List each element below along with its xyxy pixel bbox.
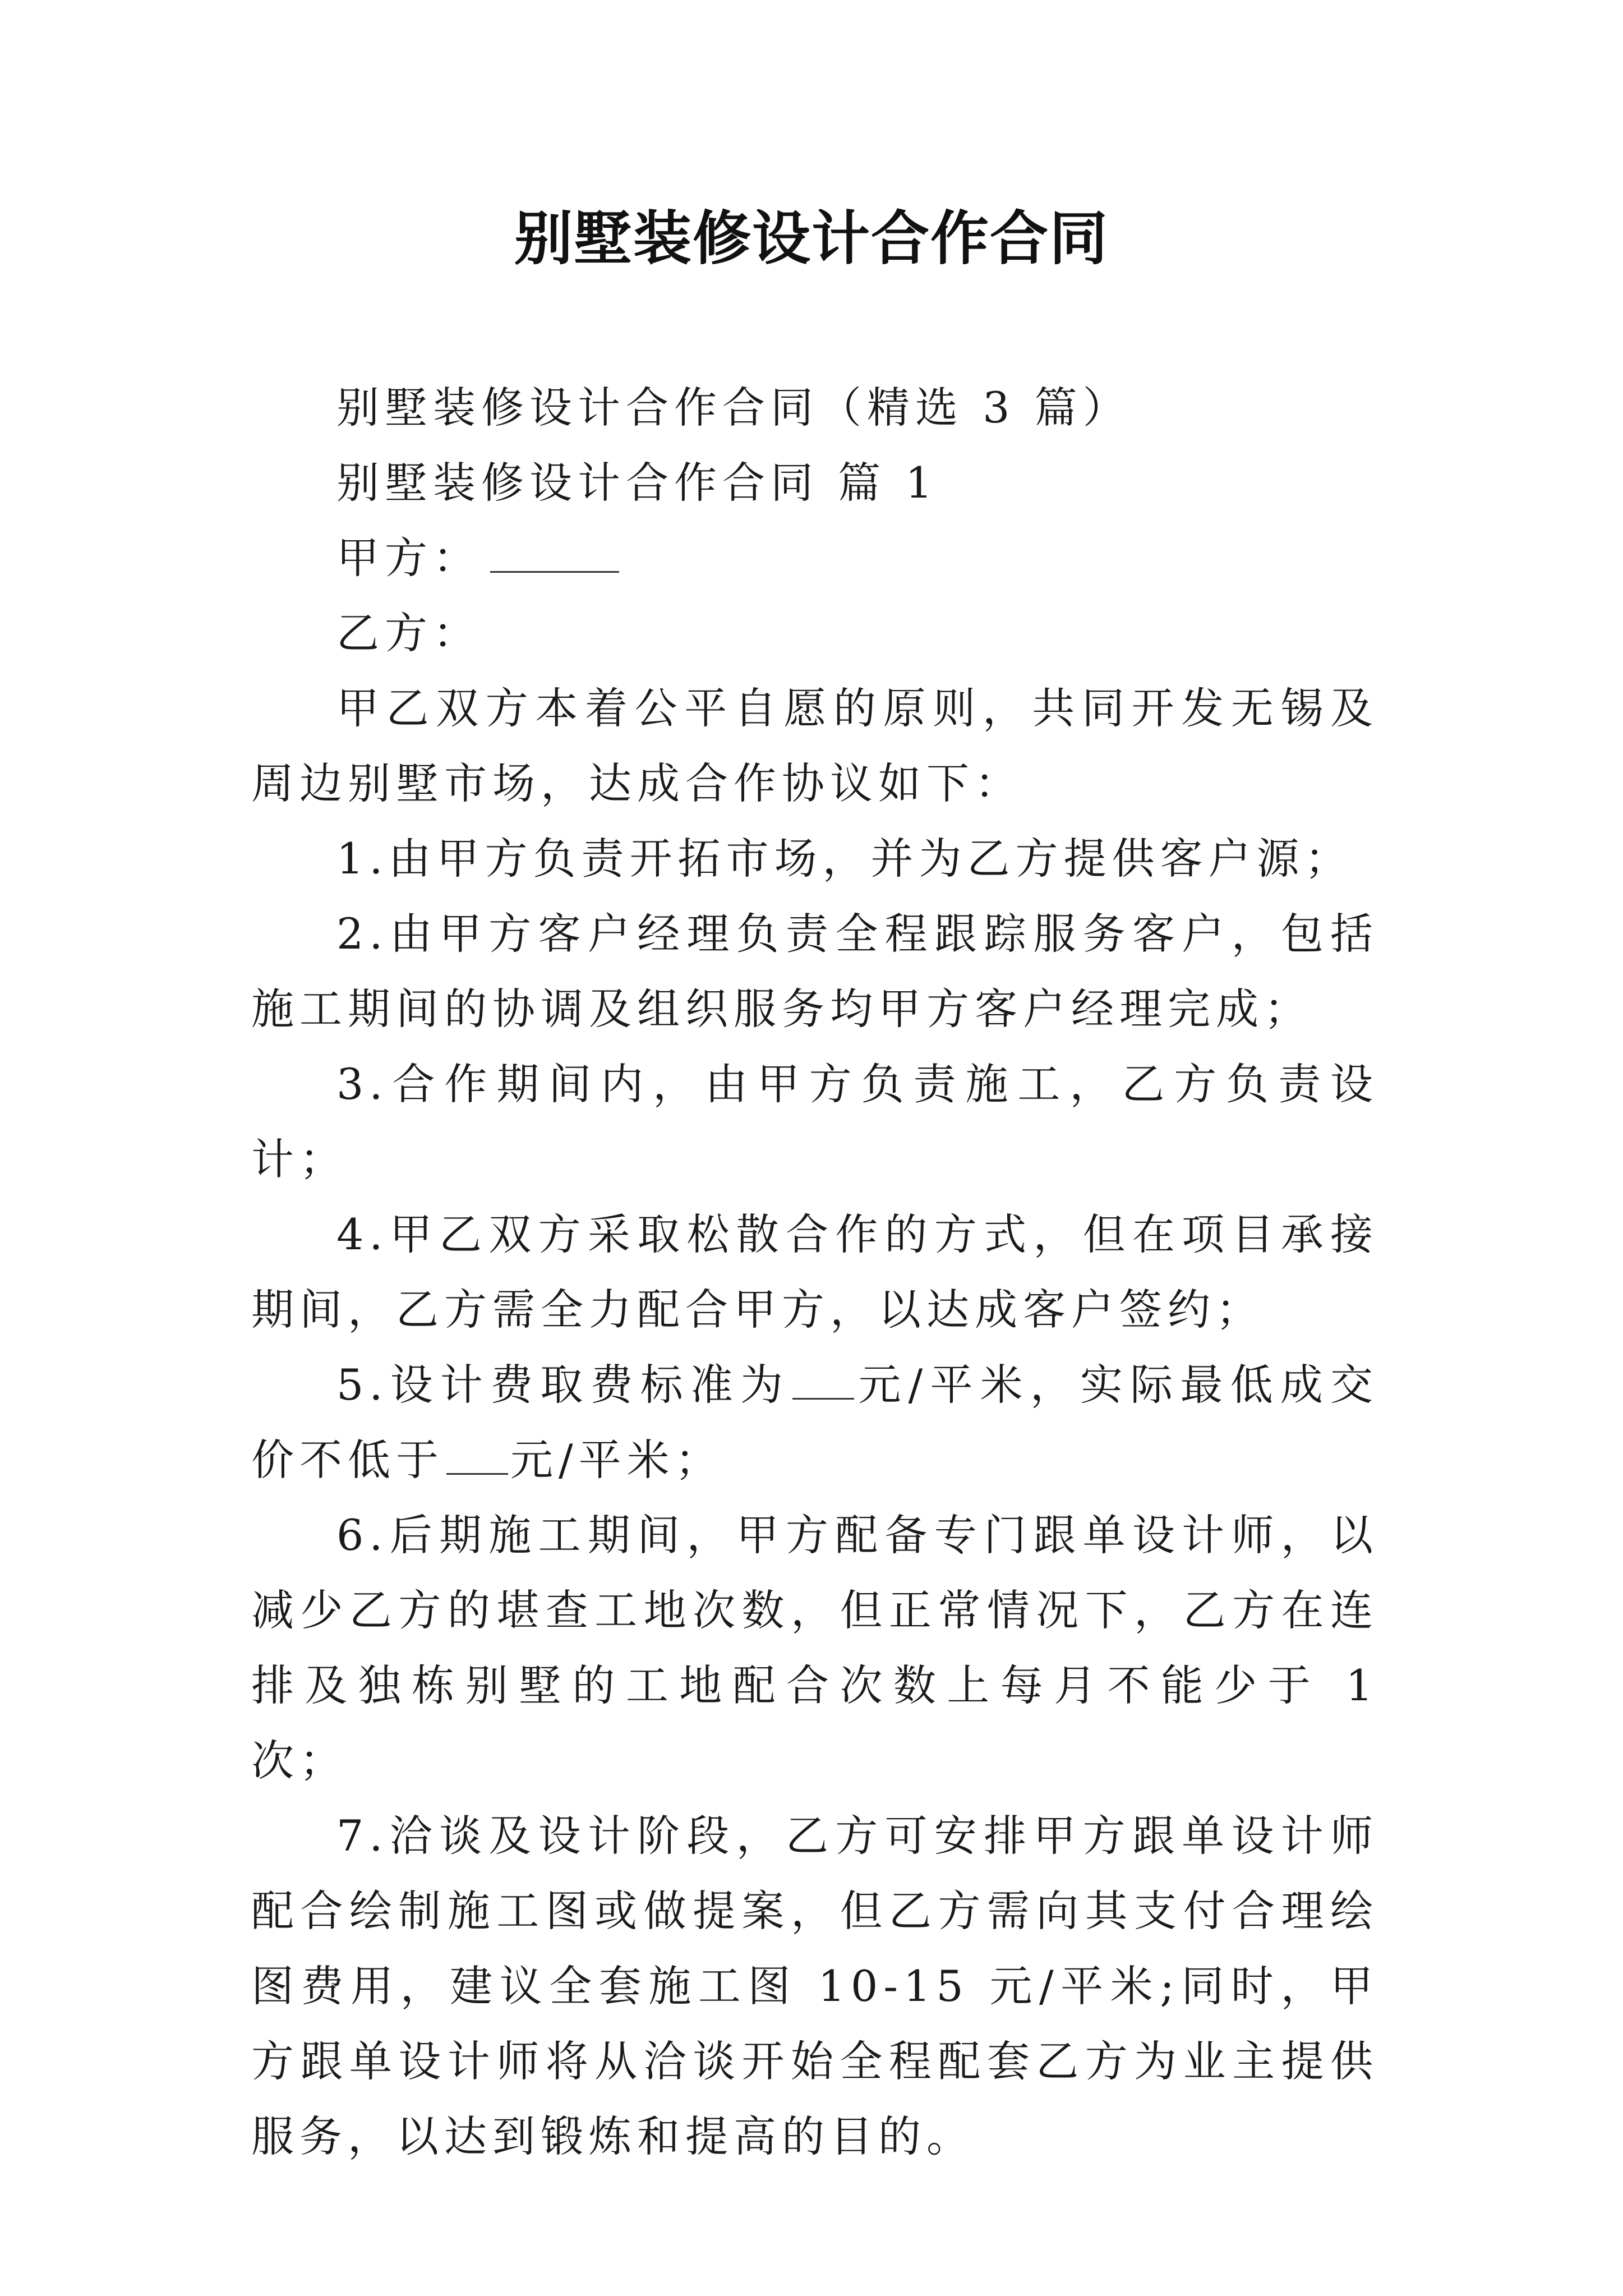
party-a-line [251,521,1378,596]
clause-5-text-2: 元/平米，实际最低成交价不低于 [251,1360,1379,1485]
fee-rate-blank [792,1364,854,1400]
document-title: 别墅装修设计合作合同 [514,204,1109,273]
clause-4: 4.甲乙双方采取松散合作的方式，但在项目承接期间，乙方需全力配合甲方，以达成客户签约； [251,1209,1378,1335]
subtitle: 别墅装修设计合作合同（精选 3 篇） [336,383,1131,432]
party-b-line [251,596,1378,671]
clause-6: 6.后期施工期间，甲方配备专门跟单设计师，以减少乙方的堪查工地次数，但正常情况下，乙方在连排及独栋别墅的工地配合次数上每月不能少于 1 次； [251,1510,1378,1786]
document-body [251,370,1378,2174]
intro-paragraph: 甲乙双方本着公平自愿的原则，共同开发无锡及周边别墅市场，达成合作协议如下： [251,683,1378,808]
clause-3: 3.合作期间内，由甲方负责施工，乙方负责设计； [251,1059,1378,1184]
clause-5 [251,1347,1378,1498]
party-b-label: 乙方： [336,608,481,658]
clause-1: 1.由甲方负责开拓市场，并为乙方提供客户源； [336,834,1353,884]
party-a-label: 甲方： [336,533,481,583]
min-price-blank [446,1439,508,1475]
clause-5-text-3: 元/平米； [510,1435,723,1485]
clause-5-text-1: 5.设计费取费标准为 [336,1360,791,1410]
section-heading: 别墅装修设计合作合同 篇 1 [336,458,938,508]
clause-2: 2.由甲方客户经理负责全程跟踪服务客户，包括施工期间的协调及组织服务均甲方客户经理完成； [251,909,1378,1034]
clause-7: 7.洽谈及设计阶段，乙方可安排甲方跟单设计师配合绘制施工图或做提案，但乙方需向其支付合理绘图费用，建议全套施工图 10-15 元/平米;同时，甲方跟单设计师将从洽谈开始全程配套乙方为业主提供服务，以达到锻炼和提高的目的。 [251,1811,1378,2161]
party-a-blank [490,537,619,573]
